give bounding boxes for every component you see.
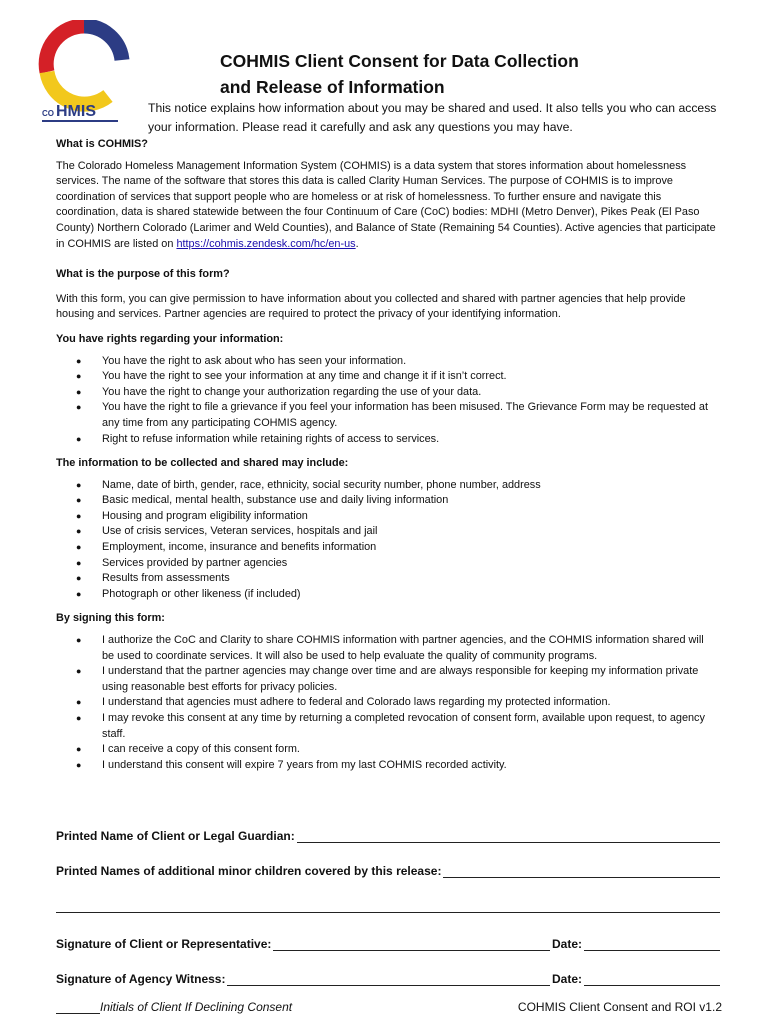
witness-signature-label: Signature of Agency Witness: (56, 972, 226, 986)
list-item: ● I can receive a copy of this consent form. (56, 742, 718, 758)
minor-children-label: Printed Names of additional minor children covered by this release: (56, 864, 442, 878)
list-item: ● You have the right to see your information at any time and change it if it isn’t correct. (56, 369, 718, 385)
witness-signature-row (56, 971, 720, 986)
list-item: ● I may revoke this consent at any time by returning a completed revocation of consent form, available upon request, to agency staff. (56, 711, 718, 742)
client-signature-row (56, 936, 720, 951)
printed-name-label: Printed Name of Client or Legal Guardian: (56, 829, 295, 843)
client-date-field[interactable] (584, 936, 720, 951)
list-item: ● Use of crisis services, Veteran services, hospitals and jail (56, 524, 718, 540)
list-item: ● Basic medical, mental health, substance use and daily living information (56, 493, 718, 509)
what-is-body (56, 159, 718, 253)
list-item: ● Right to refuse information while retaining rights of access to services. (56, 432, 718, 448)
witness-signature-field[interactable] (227, 971, 550, 986)
list-item: ● I understand that the partner agencies may change over time and are always responsible for keeping my information private using reasonable best efforts for privacy policies. (56, 664, 718, 695)
minor-children-field[interactable] (443, 863, 720, 878)
zendesk-link[interactable]: https://cohmis.zendesk.com/hc/en-us (176, 237, 356, 250)
client-date-label: Date: (551, 937, 582, 951)
list-item: ● You have the right to ask about who has seen your information. (56, 354, 718, 370)
initials-label: Initials of Client If Declining Consent (100, 1000, 293, 1014)
document-body (56, 137, 718, 773)
list-item: ● Services provided by partner agencies (56, 556, 718, 572)
client-signature-label: Signature of Client or Representative: (56, 937, 272, 951)
list-item: ● Results from assessments (56, 571, 718, 587)
list-item: ● Employment, income, insurance and benefits information (56, 540, 718, 556)
title-line-2: and Release of Information (220, 77, 445, 97)
logo-initial: CO (42, 109, 54, 118)
what-is-text: The Colorado Homeless Management Information System (COHMIS) is a data system that stores information about homelessness services. The name of the software that stores this data is called Clarity Human Services. The purpose of COHMIS is to improve coordination of services that support people who are homeless or at risk of homelessness. To further ensure and navigate this coordination, data is shared statewide between the four Continuum of Care (CoC) bodies: MDHI (Metro Denver), Pikes Peak (El Paso County) Northern Colorado (Larimer and Weld Counties), and Balance of State (Remaining 54 Counties). Active agencies that participate in COHMIS are listed on (56, 159, 716, 250)
printed-name-row (56, 828, 720, 843)
printed-name-field[interactable] (297, 828, 720, 843)
purpose-heading: What is the purpose of this form? (56, 268, 230, 281)
cohmis-logo-icon (38, 20, 130, 128)
list-item: ● Photograph or other likeness (if included) (56, 587, 718, 603)
signing-list (56, 633, 718, 773)
list-item: ● I authorize the CoC and Clarity to share COHMIS information with partner agencies, and the COHMIS information shared will be used to coordinate services. It will also be used to help evaluate the quality of community programs. (56, 633, 718, 664)
list-item: ● You have the right to change your authorization regarding the use of your data. (56, 385, 718, 401)
client-signature-field[interactable] (273, 936, 550, 951)
cohmis-logo (38, 20, 130, 128)
witness-date-field[interactable] (584, 971, 720, 986)
signing-heading: By signing this form: (56, 612, 165, 625)
rights-heading: You have rights regarding your information: (56, 332, 284, 345)
list-item: ● Name, date of birth, gender, race, ethnicity, social security number, phone number, address (56, 478, 718, 494)
list-item: ● I understand this consent will expire 7 years from my last COHMIS recorded activity. (56, 758, 718, 774)
purpose-body: With this form, you can give permission to have information about you collected and shared with partner agencies that help provide housing and services. Partner agencies are required to protect the privacy of your identifying information. (56, 292, 686, 321)
initials-field[interactable] (56, 1001, 100, 1014)
page-title (220, 48, 579, 100)
link-suffix: . (355, 237, 359, 250)
list-item: ● Housing and program eligibility information (56, 509, 718, 525)
minor-children-row (56, 863, 720, 878)
version-label: COHMIS Client Consent and ROI v1.2 (517, 1000, 722, 1014)
witness-date-label: Date: (551, 972, 582, 986)
list-item: ● You have the right to file a grievance if you feel your information has been misused. The Grievance Form may be requested at any time from any participating COHMIS agency. (56, 400, 718, 431)
what-is-heading: What is COHMIS? (56, 138, 148, 150)
collected-list (56, 478, 718, 603)
list-item: ● I understand that agencies must adhere to federal and Colorado laws regarding my protected information. (56, 695, 718, 711)
rights-list (56, 354, 718, 448)
minor-children-extra-line[interactable] (56, 912, 720, 913)
initials-footer (56, 1000, 292, 1014)
collected-heading: The information to be collected and shared may include: (56, 457, 349, 470)
notice-text: This notice explains how information about you may be shared and used. It also tells you who can access your information. Please read it carefully and ask any questions you may have. (148, 101, 717, 134)
logo-wordmark: HMIS (56, 103, 96, 120)
title-line-1: COHMIS Client Consent for Data Collection (220, 51, 579, 71)
